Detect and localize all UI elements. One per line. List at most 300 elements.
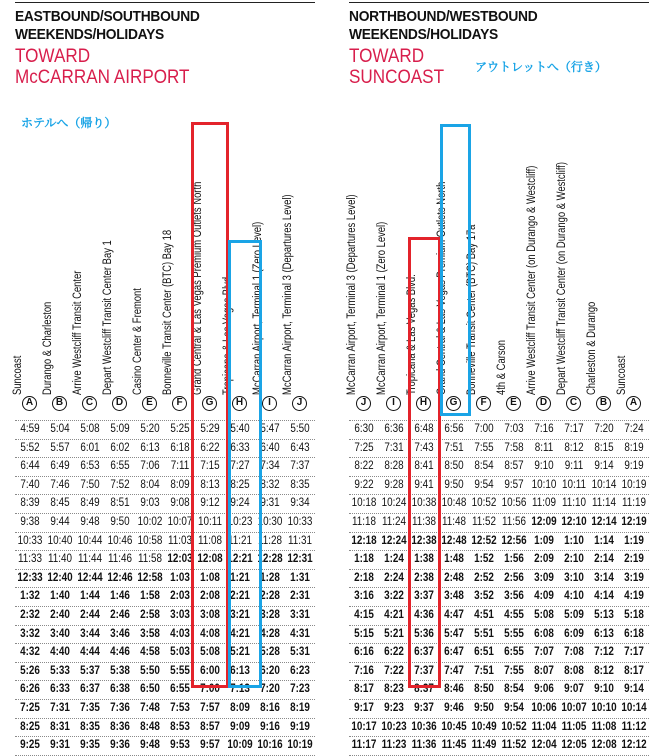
time-cell: 9:08: [170, 497, 190, 510]
time-cell: 10:58: [137, 534, 163, 547]
time-cell: 11:58: [137, 553, 163, 566]
time-cell: 9:06: [534, 683, 554, 696]
time-cell: 7:25: [20, 701, 40, 714]
time-cell: 5:29: [200, 423, 220, 435]
time-cell: 5:37: [80, 664, 100, 677]
time-cell: 3:14: [594, 571, 614, 584]
time-cell: 6:22: [200, 441, 220, 454]
time-cell: 7:31: [384, 441, 404, 454]
time-cell: 1:24: [384, 553, 404, 566]
time-cell: 1:28: [260, 571, 280, 584]
time-cell: 8:16: [260, 701, 280, 714]
stop-letter-badge: A: [22, 396, 37, 411]
time-cell: 8:36: [110, 720, 130, 733]
stop-name: Tropicana & Las Vegas Blvd.: [222, 274, 234, 395]
time-cell: 11:04: [531, 720, 557, 733]
time-cell: 9:31: [260, 497, 280, 510]
stop-name: Bonneville Transit Center (BTC) Bay 18: [162, 229, 174, 395]
time-cell: 10:52: [471, 497, 497, 510]
time-cell: 9:25: [20, 739, 40, 752]
time-cell: 11:49: [471, 739, 497, 752]
table-row: [349, 607, 649, 626]
time-cell: 10:23: [227, 515, 253, 528]
time-cell: 7:22: [384, 664, 404, 677]
time-cell: 6:53: [80, 460, 100, 473]
stop-name: Suncoast: [12, 355, 24, 395]
time-cell: 4:19: [624, 590, 644, 603]
time-cell: 10:10: [591, 701, 617, 714]
table-row: [15, 607, 315, 626]
time-cell: 2:44: [80, 608, 100, 621]
time-cell: 11:52: [501, 739, 527, 752]
stop-name-wrapper: [12, 0, 45, 395]
table-row: [349, 719, 649, 738]
stop-name-wrapper: [282, 0, 315, 395]
time-cell: 5:18: [624, 608, 644, 621]
stop-letter-badge: I: [262, 396, 277, 411]
time-cell: 7:50: [80, 478, 100, 491]
time-cell: 4:51: [474, 608, 494, 621]
time-cell: 10:24: [381, 497, 407, 510]
time-cell: 8:53: [170, 720, 190, 733]
time-cell: 7:17: [564, 423, 584, 435]
time-cell: 6:30: [354, 423, 374, 435]
time-cell: 9:53: [170, 739, 190, 752]
time-cell: 7:47: [444, 664, 464, 677]
time-cell: 5:51: [474, 627, 494, 640]
time-cell: 8:57: [200, 720, 220, 733]
time-cell: 6:43: [290, 441, 310, 454]
stop-name-wrapper: [162, 0, 195, 395]
time-cell: 6:51: [474, 646, 494, 659]
time-cell: 9:50: [444, 478, 464, 491]
time-cell: 4:03: [170, 627, 190, 640]
table-row: [349, 514, 649, 533]
stop-name-wrapper: [346, 0, 379, 395]
stop-name-wrapper: [496, 0, 529, 395]
time-cell: 12:56: [501, 534, 527, 547]
stop-name-wrapper: [406, 0, 439, 395]
stop-letter-badge: F: [476, 396, 491, 411]
time-cell: 2:09: [534, 553, 554, 566]
time-cell: 12:44: [77, 571, 103, 584]
time-cell: 9:17: [354, 701, 374, 714]
stop-letter-badge: D: [112, 396, 127, 411]
time-cell: 2:10: [564, 553, 584, 566]
time-cell: 4:08: [200, 627, 220, 640]
time-cell: 7:46: [50, 478, 70, 491]
timetable: [15, 420, 315, 756]
time-cell: 12:18: [351, 534, 377, 547]
time-cell: 10:40: [47, 534, 73, 547]
time-cell: 9:07: [564, 683, 584, 696]
time-cell: 12:10: [561, 515, 587, 528]
time-cell: 7:37: [290, 460, 310, 473]
time-cell: 2:56: [504, 571, 524, 584]
time-cell: 3:52: [474, 590, 494, 603]
time-cell: 12:09: [531, 515, 557, 528]
time-cell: 2:31: [290, 590, 310, 603]
time-cell: 11:03: [167, 534, 193, 547]
time-cell: 8:25: [230, 478, 250, 491]
time-cell: 1:44: [80, 590, 100, 603]
stop-letter-badge: H: [416, 396, 431, 411]
time-cell: 9:22: [354, 478, 374, 491]
time-cell: 4:47: [444, 608, 464, 621]
time-cell: 8:17: [354, 683, 374, 696]
stop-letter-badge: G: [446, 396, 461, 411]
time-cell: 6:13: [230, 664, 250, 677]
time-cell: 5:15: [354, 627, 374, 640]
time-cell: 6:13: [594, 627, 614, 640]
table-row: [349, 440, 649, 459]
time-cell: 12:46: [107, 571, 133, 584]
time-cell: 5:55: [504, 627, 524, 640]
time-cell: 6:09: [564, 627, 584, 640]
table-row: [349, 477, 649, 496]
time-cell: 3:28: [260, 608, 280, 621]
time-cell: 8:49: [80, 497, 100, 510]
time-cell: 10:49: [471, 720, 497, 733]
time-cell: 9:31: [50, 739, 70, 752]
time-cell: 12:38: [411, 534, 437, 547]
time-cell: 8:07: [534, 664, 554, 677]
time-cell: 9:14: [594, 460, 614, 473]
time-cell: 11:05: [561, 720, 587, 733]
time-cell: 4:58: [140, 646, 160, 659]
time-cell: 10:56: [501, 497, 527, 510]
time-cell: 6:26: [20, 683, 40, 696]
time-cell: 7:00: [474, 423, 494, 435]
time-cell: 8:19: [624, 441, 644, 454]
time-cell: 11:19: [621, 497, 647, 510]
time-cell: 3:03: [170, 608, 190, 621]
time-cell: 7:51: [474, 664, 494, 677]
stop-name: Arrive Westcliff Transit Center (on Durango & Westcliff): [526, 165, 538, 395]
time-cell: 5:08: [200, 646, 220, 659]
time-cell: 10:11: [561, 478, 587, 491]
time-cell: 1:38: [414, 553, 434, 566]
time-cell: 6:33: [230, 441, 250, 454]
time-cell: 5:50: [140, 664, 160, 677]
time-cell: 9:54: [474, 478, 494, 491]
time-cell: 10:17: [351, 720, 377, 733]
time-cell: 8:09: [170, 478, 190, 491]
time-cell: 10:14: [591, 478, 617, 491]
table-row: [15, 458, 315, 477]
time-cell: 7:52: [110, 478, 130, 491]
time-cell: 4:21: [384, 608, 404, 621]
time-cell: 8:12: [594, 664, 614, 677]
time-cell: 2:28: [260, 590, 280, 603]
table-row: [349, 626, 649, 645]
time-cell: 6:08: [534, 627, 554, 640]
time-cell: 3:22: [384, 590, 404, 603]
destination-name: McCARRAN AIRPORT: [15, 67, 190, 88]
table-row: [349, 495, 649, 514]
stop-letter-badge: C: [566, 396, 581, 411]
time-cell: 6:50: [140, 683, 160, 696]
time-cell: 10:45: [441, 720, 467, 733]
time-cell: 3:44: [80, 627, 100, 640]
stop-letter-badge: A: [626, 396, 641, 411]
time-cell: 3:31: [290, 608, 310, 621]
time-cell: 3:32: [20, 627, 40, 640]
time-cell: 11:18: [351, 515, 377, 528]
time-cell: 7:23: [290, 683, 310, 696]
time-cell: 11:14: [591, 497, 617, 510]
time-cell: 5:25: [170, 423, 190, 435]
stop-name: Durango & Charleston: [42, 301, 54, 395]
stop-name: Depart Westcliff Transit Center (on Durango & Westcliff): [556, 161, 568, 395]
time-cell: 7:27: [230, 460, 250, 473]
stop-name-wrapper: [102, 0, 135, 395]
time-cell: 11:46: [107, 553, 133, 566]
time-cell: 10:19: [621, 478, 647, 491]
time-cell: 10:44: [77, 534, 103, 547]
time-cell: 7:31: [50, 701, 70, 714]
time-cell: 4:59: [20, 423, 40, 435]
time-cell: 8:35: [290, 478, 310, 491]
time-cell: 2:24: [384, 571, 404, 584]
time-cell: 7:12: [594, 646, 614, 659]
time-cell: 3:19: [624, 571, 644, 584]
time-cell: 1:40: [50, 590, 70, 603]
time-cell: 12:58: [137, 571, 163, 584]
service-day-title: WEEKENDS/HOLIDAYS: [15, 26, 164, 43]
time-cell: 8:25: [20, 720, 40, 733]
stop-name-wrapper: [132, 0, 165, 395]
time-cell: 8:28: [384, 460, 404, 473]
time-cell: 8:04: [140, 478, 160, 491]
time-cell: 7:36: [110, 701, 130, 714]
time-cell: 10:33: [17, 534, 43, 547]
table-row: [15, 700, 315, 719]
time-cell: 1:03: [170, 571, 190, 584]
time-cell: 8:08: [564, 664, 584, 677]
time-cell: 1:32: [20, 590, 40, 603]
stop-name-wrapper: [526, 0, 559, 395]
time-cell: 5:20: [140, 423, 160, 435]
time-cell: 6:49: [50, 460, 70, 473]
time-cell: 10:02: [137, 515, 163, 528]
stop-name: Grand Central & Las Vegas Premium Outlets North: [192, 181, 204, 395]
stop-name: Tropicana & Las Vegas Blvd.: [406, 274, 418, 395]
time-cell: 10:23: [381, 720, 407, 733]
time-cell: 9:19: [290, 720, 310, 733]
time-cell: 1:52: [474, 553, 494, 566]
stop-letter-badge: I: [386, 396, 401, 411]
time-cell: 12:05: [561, 739, 587, 752]
time-cell: 7:11: [170, 460, 190, 473]
time-cell: 10:36: [411, 720, 437, 733]
time-cell: 7:55: [504, 664, 524, 677]
japanese-note: ホテルへ（帰り）: [21, 116, 117, 130]
time-cell: 10:19: [287, 739, 313, 752]
stop-name-wrapper: [72, 0, 105, 395]
time-cell: 3:10: [564, 571, 584, 584]
time-cell: 5:33: [50, 664, 70, 677]
time-cell: 6:33: [50, 683, 70, 696]
time-cell: 11:28: [257, 534, 283, 547]
time-cell: 1:18: [354, 553, 374, 566]
toward-label: TOWARD: [15, 46, 91, 67]
time-cell: 6:55: [110, 460, 130, 473]
time-cell: 10:48: [441, 497, 467, 510]
time-cell: 12:48: [441, 534, 467, 547]
stop-name: Arrive Westcliff Transit Center: [72, 270, 84, 395]
table-row: [15, 644, 315, 663]
time-cell: 6:47: [444, 646, 464, 659]
time-cell: 8:22: [354, 460, 374, 473]
stop-letter-badge: B: [596, 396, 611, 411]
time-cell: 3:46: [110, 627, 130, 640]
table-row: [15, 570, 315, 589]
time-cell: 5:57: [50, 441, 70, 454]
time-cell: 12:14: [591, 515, 617, 528]
table-row: [15, 551, 315, 570]
time-cell: 12:19: [621, 515, 647, 528]
time-cell: 3:58: [140, 627, 160, 640]
time-cell: 9:28: [384, 478, 404, 491]
time-cell: 2:52: [474, 571, 494, 584]
time-cell: 11:56: [501, 515, 527, 528]
stop-name: McCarran Airport, Terminal 1 (Zero Level): [252, 221, 264, 395]
time-cell: 12:04: [531, 739, 557, 752]
time-cell: 8:46: [444, 683, 464, 696]
time-cell: 7:37: [414, 664, 434, 677]
direction-title: EASTBOUND/SOUTHBOUND: [15, 8, 200, 25]
time-cell: 8:54: [504, 683, 524, 696]
time-cell: 5:50: [290, 423, 310, 435]
time-cell: 8:09: [230, 701, 250, 714]
time-cell: 2:03: [170, 590, 190, 603]
time-cell: 4:10: [564, 590, 584, 603]
time-cell: 9:54: [504, 701, 524, 714]
time-cell: 1:09: [534, 534, 554, 547]
stop-name: Charleston & Durango: [586, 301, 598, 395]
stop-name: Depart Westcliff Transit Center Bay 1: [102, 240, 114, 395]
time-cell: 9:10: [534, 460, 554, 473]
time-cell: 11:08: [197, 534, 223, 547]
stop-name-wrapper: [616, 0, 649, 395]
time-cell: 7:35: [80, 701, 100, 714]
time-cell: 9:46: [444, 701, 464, 714]
time-cell: 9:44: [50, 515, 70, 528]
time-cell: 7:20: [260, 683, 280, 696]
time-cell: 1:48: [444, 553, 464, 566]
time-cell: 8:11: [534, 441, 554, 454]
time-cell: 4:09: [534, 590, 554, 603]
time-cell: 5:36: [414, 627, 434, 640]
time-cell: 12:21: [227, 553, 253, 566]
stop-letter-badge: C: [82, 396, 97, 411]
time-cell: 12:28: [257, 553, 283, 566]
time-cell: 7:17: [624, 646, 644, 659]
time-cell: 7:07: [534, 646, 554, 659]
time-cell: 10:18: [351, 497, 377, 510]
time-cell: 8:31: [50, 720, 70, 733]
time-cell: 12:08: [197, 553, 223, 566]
time-cell: 3:09: [534, 571, 554, 584]
time-cell: 11:36: [411, 739, 437, 752]
table-row: [15, 663, 315, 682]
stop-name-wrapper: [556, 0, 589, 395]
time-cell: 6:48: [414, 423, 434, 435]
time-cell: 5:31: [290, 646, 310, 659]
table-row: [15, 737, 315, 756]
time-cell: 7:51: [444, 441, 464, 454]
time-cell: 6:55: [504, 646, 524, 659]
time-cell: 4:31: [290, 627, 310, 640]
time-cell: 5:09: [110, 423, 130, 435]
time-cell: 6:16: [354, 646, 374, 659]
time-cell: 8:12: [564, 441, 584, 454]
table-row: [349, 681, 649, 700]
direction-title: NORTHBOUND/WESTBOUND: [349, 8, 538, 25]
stop-name-wrapper: [586, 0, 619, 395]
time-cell: 7:13: [230, 683, 250, 696]
time-cell: 1:56: [504, 553, 524, 566]
time-cell: 1:08: [200, 571, 220, 584]
time-cell: 12:12: [621, 739, 647, 752]
stop-name: 4th & Carson: [496, 339, 508, 395]
time-cell: 9:48: [80, 515, 100, 528]
time-cell: 11:40: [47, 553, 73, 566]
time-cell: 4:15: [354, 608, 374, 621]
time-cell: 8:57: [504, 460, 524, 473]
time-cell: 3:21: [230, 608, 250, 621]
time-cell: 6:38: [110, 683, 130, 696]
time-cell: 6:40: [260, 441, 280, 454]
time-cell: 2:48: [444, 571, 464, 584]
time-cell: 7:43: [414, 441, 434, 454]
time-cell: 9:57: [504, 478, 524, 491]
time-cell: 8:13: [200, 478, 220, 491]
time-cell: 6:18: [624, 627, 644, 640]
time-cell: 1:19: [624, 534, 644, 547]
eastbound-schedule-panel: [12, 0, 315, 752]
time-cell: 10:10: [531, 478, 557, 491]
time-cell: 10:52: [501, 720, 527, 733]
time-cell: 8:37: [414, 683, 434, 696]
time-cell: 5:52: [20, 441, 40, 454]
time-cell: 8:48: [140, 720, 160, 733]
time-cell: 9:24: [230, 497, 250, 510]
time-cell: 9:37: [414, 701, 434, 714]
time-cell: 5:03: [170, 646, 190, 659]
time-cell: 7:48: [140, 701, 160, 714]
time-cell: 9:50: [110, 515, 130, 528]
time-cell: 9:41: [414, 478, 434, 491]
table-row: [349, 533, 649, 552]
time-cell: 9:19: [624, 460, 644, 473]
time-cell: 11:12: [621, 720, 647, 733]
table-row: [349, 644, 649, 663]
time-cell: 11:09: [531, 497, 557, 510]
time-cell: 2:40: [50, 608, 70, 621]
table-row: [15, 626, 315, 645]
time-cell: 10:07: [167, 515, 193, 528]
time-cell: 8:35: [80, 720, 100, 733]
stop-letter-badge: H: [232, 396, 247, 411]
time-cell: 2:58: [140, 608, 160, 621]
time-cell: 2:46: [110, 608, 130, 621]
time-cell: 5:21: [384, 627, 404, 640]
time-cell: 12:52: [471, 534, 497, 547]
time-cell: 5:09: [564, 608, 584, 621]
time-cell: 2:14: [594, 553, 614, 566]
